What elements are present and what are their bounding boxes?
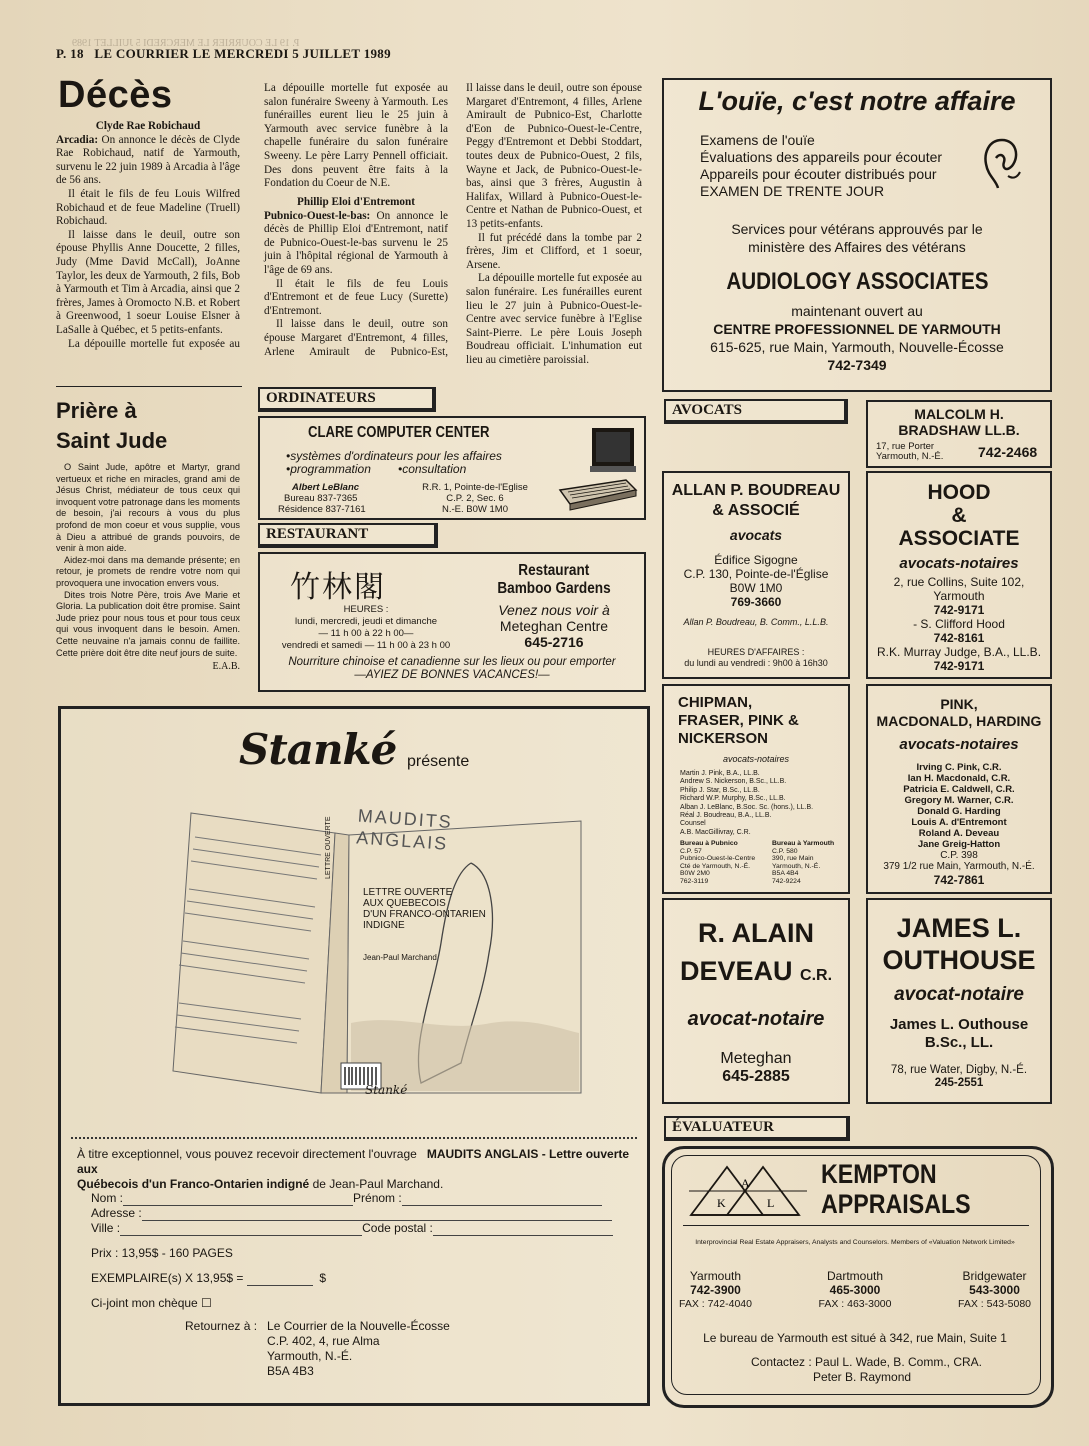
audiology-name: AUDIOLOGY ASSOCIATES (725, 268, 989, 295)
lawyer-name: Ian H. Macdonald, C.R. (907, 773, 1011, 784)
masthead: LE COURRIER LE MERCREDI 5 JUILLET 1989 (94, 46, 391, 61)
audiology-ad: L'ouïe, c'est notre affaire Examens de l'ouïe Évaluations des appareils pour écouter Appareils pour écouter distribués pour EXAMEN DE TRENTE JOUR Services pour vétérans approuvés par le ministère des Affaires des vétérans AUDIOLOGY ASSOCIATES maintenant ouvert au CENTRE PROFESSIONNEL DE YARMOUTH 615-625, rue Main, Yarmouth, Nouvelle-Écosse 742-7349 (662, 78, 1052, 392)
office-card: Dartmouth 465-3000 FAX : 463-3000 (818, 1269, 892, 1310)
stanke-book-ad: Stanké présente MAUDITS ANGLAIS LETTRE OUVERTE AUX QUEBECOIS D'UN FRANCO-ONTARIEN INDIGNE Jean-Paul Marchand LETTRE OUVERTE Stanké À titre exceptionnel, vous pouvez recevoir directement l'ouvrage MAUDITS ANGLAIS - Lettre ouverte aux Québecois d'un Franco-Ontarien indigné de Jean-Paul Marchand. Nom : Prénom : Adresse : Ville : Code postal : Prix : 13,95$ - 160 PAGES EXEMPLAIRE(s) X 13,95$ = $ Ci-joint mon chèque ☐ Retournez à : Le Courrier de la Nouvelle-Écosse C.P. 402, 4, rue Alma Yarmouth, N.-É. B5A 4B3 (58, 706, 650, 1406)
obituaries-title: Décès (58, 74, 173, 116)
obit-paragraph: Pubnico-Ouest-le-bas: On annonce le décès de Phillip Eloi d'Entremont, natif de Pubnico-Ouest-le-bas survenu le 25 juin à l'hôpital régional de Yarmouth à l'âge de 69 ans. (264, 209, 448, 276)
office-line: Cté de Yarmouth, N.-É. (680, 862, 751, 870)
lawyer-name: Jane Greig-Hatton (917, 839, 1001, 850)
pink-macdonald-ad: PINK, MACDONALD, HARDING avocats-notaires Irving C. Pink, C.R. Ian H. Macdonald, C.R. Patricia E. Caldwell, C.R. Gregory M. Warner, C.R. Donald G. Harding Louis A. d'Entremont Roland A. Deveau Jane Greig-Hatton C.P. 398 379 1/2 rue Main, Yarmouth, N.-É. 742-7861 (866, 684, 1052, 894)
computer-icon (556, 424, 640, 514)
code-postal-field[interactable] (433, 1221, 613, 1236)
handwritten-title: MAUDITS ANGLAIS (355, 805, 454, 854)
return-address: Retournez à : Le Courrier de la Nouvelle-Écosse C.P. 402, 4, rue Alma Yarmouth, N.-É. B5A 4B3 (185, 1319, 450, 1378)
obit-column-3 (466, 82, 642, 367)
obit-paragraph: Il laisse dans le deuil, outre son épouse Margaret d'Entremont, 4 filles, Arlene Amirault de Pubnico-Est, (264, 318, 448, 358)
chinese-name: 竹林閣 (290, 570, 386, 605)
section-ordinateurs: ORDINATEURS (258, 387, 436, 412)
prenom-field[interactable] (402, 1191, 602, 1206)
office-line: B0W 2M0 (680, 870, 710, 878)
section-evaluateur: ÉVALUATEUR (664, 1116, 850, 1141)
ad-name: CLARE COMPUTER CENTER (308, 424, 490, 441)
logo-letter: K (717, 1196, 726, 1210)
kal-logo (689, 1163, 809, 1219)
prayer-title: Prière à Saint Jude (56, 398, 168, 453)
ear-icon (978, 136, 1024, 192)
hours: HEURES : lundi, mercredi, jeudi et dimanche — 11 h 00 à 22 h 00— vendredi et samedi — 11 h 00 à 23 h 00 (281, 604, 451, 651)
lawyer-name: Richard W.P. Murphy, B.Sc., LL.B. (680, 795, 786, 803)
cut-line (71, 1137, 637, 1139)
lawyer-name: Roland A. Deveau (918, 828, 1000, 839)
lawyer-name: Alban J. LeBlanc, B.Soc. Sc. (hons.), LL.B. (680, 803, 814, 811)
obit-paragraph: La dépouille mortelle fut exposée au salon funéraire. Les funérailles eurent lieu le 27 juin à Pubnico-Ouest-le-Centre avec service funèbre à l'Eglise Saint-Pierre. Le père Louis Joseph Boudreau officiait. L'inhumation eut lieu au cimetière paroissial. (466, 272, 642, 366)
lawyer-name: Irving C. Pink, C.R. (916, 762, 1002, 773)
office-line: Yarmouth, N.-É. (772, 862, 821, 870)
boudreau-ad: ALLAN P. BOUDREAU & ASSOCIÉ avocats Édifice Sigogne C.P. 130, Pointe-de-l'Église B0W 1M0 769-3660 Allan P. Boudreau, B. Comm., L.L.B. HEURES D'AFFAIRES : du lundi au vendredi : 9h00 à 16h30 (662, 471, 850, 679)
divider (56, 386, 242, 387)
obit-name: Phillip Eloi d'Entremont (297, 196, 415, 208)
lawyer-list (868, 762, 1050, 850)
office-card: Yarmouth 742-3900 FAX : 742-4040 (679, 1269, 752, 1310)
obit-name: Clyde Rae Robichaud (95, 120, 201, 132)
logo-letter: A (741, 1176, 750, 1190)
lawyer-name: Gregory M. Warner, C.R. (904, 795, 1014, 806)
lawyer-name: Philip J. Star, B.Sc., LL.B. (680, 786, 760, 794)
prayer-text: O Saint Jude, apôtre et Martyr, grand vertueux et riche en miracles, grand ami de Jésus Christ, médiateur de tous ceux qui invoquent votre patronage dans les moments de besoin, j'ai recours à vous du plus profond de mon coeur et vous supplie, vous à Dieu a attribué de grands pouvoirs, de venir à mon aide. Aidez-moi dans ma demande présente; en retour, je promets de rendre votre nom qui provoquera une invocation envers vous. Dites trois Notre Père, trois Ave Marie et Gloria. La publication doit être promise. Saint Jude priez pour nous tous et pour tous ceux qui vous invoquent dans le besoin. Amen. Cette neuvaine n'a jamais connu de faillite. Cette prière doit être dite neuf jours de suite. E.A.B. (56, 462, 240, 673)
hood-ad: HOOD & ASSOCIATE avocats-notaires 2, rue Collins, Suite 102, Yarmouth 742-9171 - S. Clifford Hood 742-8161 R.K. Murray Judge, B.A., LL.B. 742-9171 (866, 471, 1052, 679)
lawyer-name: Patricia E. Caldwell, C.R. (903, 784, 1015, 795)
logo-letter: L (767, 1196, 775, 1210)
headline: L'ouïe, c'est notre affaire (698, 86, 1016, 116)
office-list (679, 1269, 1031, 1311)
obit-paragraph: Arcadia: On annonce le décès de Clyde Rae Robichaud, natif de Yarmouth, survenu le 22 juin 1989 à Arcadia à l'âge de 56 ans. (56, 133, 240, 187)
office-card: Bridgewater 543-3000 FAX : 543-5080 (958, 1269, 1031, 1310)
lawyer-name: Andrew S. Nickerson, B.Sc., LL.B. (680, 778, 787, 786)
order-form: Nom : Prénom : Adresse : Ville : Code postal : Prix : 13,95$ - 160 PAGES EXEMPLAIRE(s) X 13,95$ = $ Ci-joint mon chèque ☐ (91, 1191, 621, 1311)
bamboo-gardens-ad: 竹林閣 HEURES : lundi, mercredi, jeudi et dimanche — 11 h 00 à 22 h 00— vendredi et samedi — 11 h 00 à 23 h 00 Restaurant Bamboo Gardens Venez nous voir à Meteghan Centre 645-2716 Nourriture chinoise et canadienne sur les lieux ou pour emporter —AYIEZ DE BONNES VACANCES!— (258, 552, 646, 692)
deveau-ad: R. ALAIN DEVEAU C.R. avocat-notaire Meteghan 645-2885 (662, 898, 850, 1104)
office-line: B5A 4B4 (772, 870, 799, 878)
offer-text: À titre exceptionnel, vous pouvez recevoir directement l'ouvrage MAUDITS ANGLAIS - Lettre ouverte aux Québecois d'un Franco-Ontarien indigné de Jean-Paul Marchand. (77, 1147, 630, 1191)
chipman-ad: CHIPMAN, FRASER, PINK & NICKERSON avocats-notaires Martin J. Pink, B.A., LL.B. Andrew S. Nickerson, B.Sc., LL.B. Philip J. Star, B.Sc., LL.B. Richard W.P. Murphy, B.Sc., LL.B. Alban J. LeBlanc, B.Soc. Sc. (hons.), LL.B. Réal J. Boudreau, B.A., LL.B. Counsel A.B. MacGillivray, C.R. Bureau à Pubnico C.P. 57 Pubnico-Ouest-le-Centre Cté de Yarmouth, N.-É. B0W 2M0 762-3119 Bureau à Yarmouth C.P. 580 390, rue Main Yarmouth, N.-É. B5A 4B4 742-9224 (662, 684, 850, 894)
stanke-logo: Stanké (239, 725, 397, 774)
office-line: Pubnico-Ouest-le-Centre (680, 855, 756, 863)
obit-paragraph: Il fut précédé dans la tombe par 2 frères, Jim et Clifford, et 1 soeur, Arsene. (466, 231, 642, 271)
page-header (56, 46, 391, 62)
kempton-ad: K A L KEMPTON APPRAISALS Interprovincial Real Estate Appraisers, Analysts and Counselors. Members of «Valuation Network Limited» Yarmouth 742-3900 FAX : 742-4040 Dartmouth 465-3000 FAX : 463-3000 Bridgewater 543-3000 FAX : 543-5080 Le bureau de Yarmouth est situé à 342, rue Main, Suite 1 Contactez : Paul L. Wade, B. Comm., CRA. Peter B. Raymond (662, 1146, 1054, 1408)
obit-column-2 (264, 82, 448, 358)
obit-paragraph: La dépouille mortelle fut exposée au salon funéraire Sweeny à Yarmouth. Les funérailles eurent lieu le 25 juin à Yarmouth avec service funèbre à la chapelle funéraire du salon funéraire Sweeny. Le père Larry Pennell officiait. Des dons peuvent être faits à la Fondation du Coeur de N.E. (264, 82, 448, 190)
lawyer-name: Donald G. Harding (917, 806, 1001, 817)
bradshaw-ad: MALCOLM H. BRADSHAW LL.B. 17, rue Porter Yarmouth, N.-É. 742-2468 (866, 400, 1052, 468)
lawyer-list (680, 770, 813, 837)
office-line: C.P. 57 (680, 847, 702, 855)
folio: P. 18 (56, 46, 84, 61)
adresse-field[interactable] (142, 1206, 612, 1221)
lawyer-name: Martin J. Pink, B.A., LL.B. (680, 770, 760, 777)
office-line: 390, rue Main (772, 855, 814, 863)
nom-field[interactable] (123, 1191, 353, 1206)
section-avocats: AVOCATS (664, 399, 848, 424)
cheque-checkbox[interactable]: Ci-joint mon chèque ☐ (91, 1296, 212, 1310)
lawyer-name: Réal J. Boudreau, B.A., LL.B. (680, 812, 772, 820)
ville-field[interactable] (120, 1221, 362, 1236)
office-line: 742-9224 (772, 877, 801, 885)
lawyer-name: A.B. MacGillivray, C.R. (680, 828, 751, 836)
clare-computer-ad: CLARE COMPUTER CENTER •systèmes d'ordinateurs pour les affaires •programmation •consultation Albert LeBlanc Bureau 837-7365 Résidence 837-7161 R.R. 1, Pointe-de-l'Eglise C.P. 2, Sec. 6 N.-E. B0W 1M0 (258, 416, 646, 520)
obit-paragraph: Il laisse dans le deuil, outre son épouse Phyllis Anne Doucette, 2 filles, Judy (Mme David McCall), JoAnne Taylor, les deux de Yarmouth, 2 fils, Bob à Yarmouth et Tim à Arcadia, ainsi que 2 frères, James à Oromocto N.B. et Robert à Greenwood, 1 soeur Louise Elsner à LaSalle à Québec, et 5 petits-enfants. (56, 228, 240, 336)
obit-column-1 (56, 120, 240, 352)
obit-paragraph: Il était le fils de feu Louis d'Entremont et de feue Lucy (Surette) d'Entremont. (264, 277, 448, 317)
lawyer-name: Counsel (680, 820, 706, 828)
obit-paragraph: Il laisse dans le deuil, outre son épouse Margaret d'Entremont, 4 filles, Arlene Amirault de Pubnico-Est, Charlotte d'Eon de Pubnico-Ouest-le-Centre, Peggy d'Entremont et Debbi Stoddart, toutes deux de Pubnico-Ouest, 2 fils, Wayne et Jack, de Pubnico-Ouest-le-bas, ainsi que 3 frères, Augustin à Halifax, Willard à Pubnico-Ouest-le-Centre et Nathan de Pubnico-Ouest, et 13 petits-enfants. (466, 82, 642, 230)
lawyer-name: Louis A. d'Entremont (911, 817, 1007, 828)
outhouse-ad: JAMES L. OUTHOUSE avocat-notaire James L. Outhouse B.Sc., LL. 78, rue Water, Digby, N.-É. 245-2551 (866, 898, 1052, 1104)
quantity-field[interactable] (247, 1271, 313, 1286)
book-title: LETTRE OUVERTE AUX QUEBECOIS D'UN FRANCO-ONTARIEN INDIGNE (363, 887, 486, 931)
obit-paragraph: La dépouille mortelle fut exposée au (68, 337, 240, 350)
office-line: 762-3119 (680, 877, 709, 885)
bleed-through-text: P. 19 LE COURRIER LE MERCREDI 5 JUILLET 1989 (72, 38, 300, 49)
prayer-signature: E.A.B. (212, 661, 240, 673)
section-restaurant: RESTAURANT (258, 523, 438, 548)
obit-paragraph: Il était le fils de feu Louis Wilfred Robichaud et de feue Madeline (Truell) Robichaud. (56, 187, 240, 228)
office-line: C.P. 580 (772, 847, 798, 855)
